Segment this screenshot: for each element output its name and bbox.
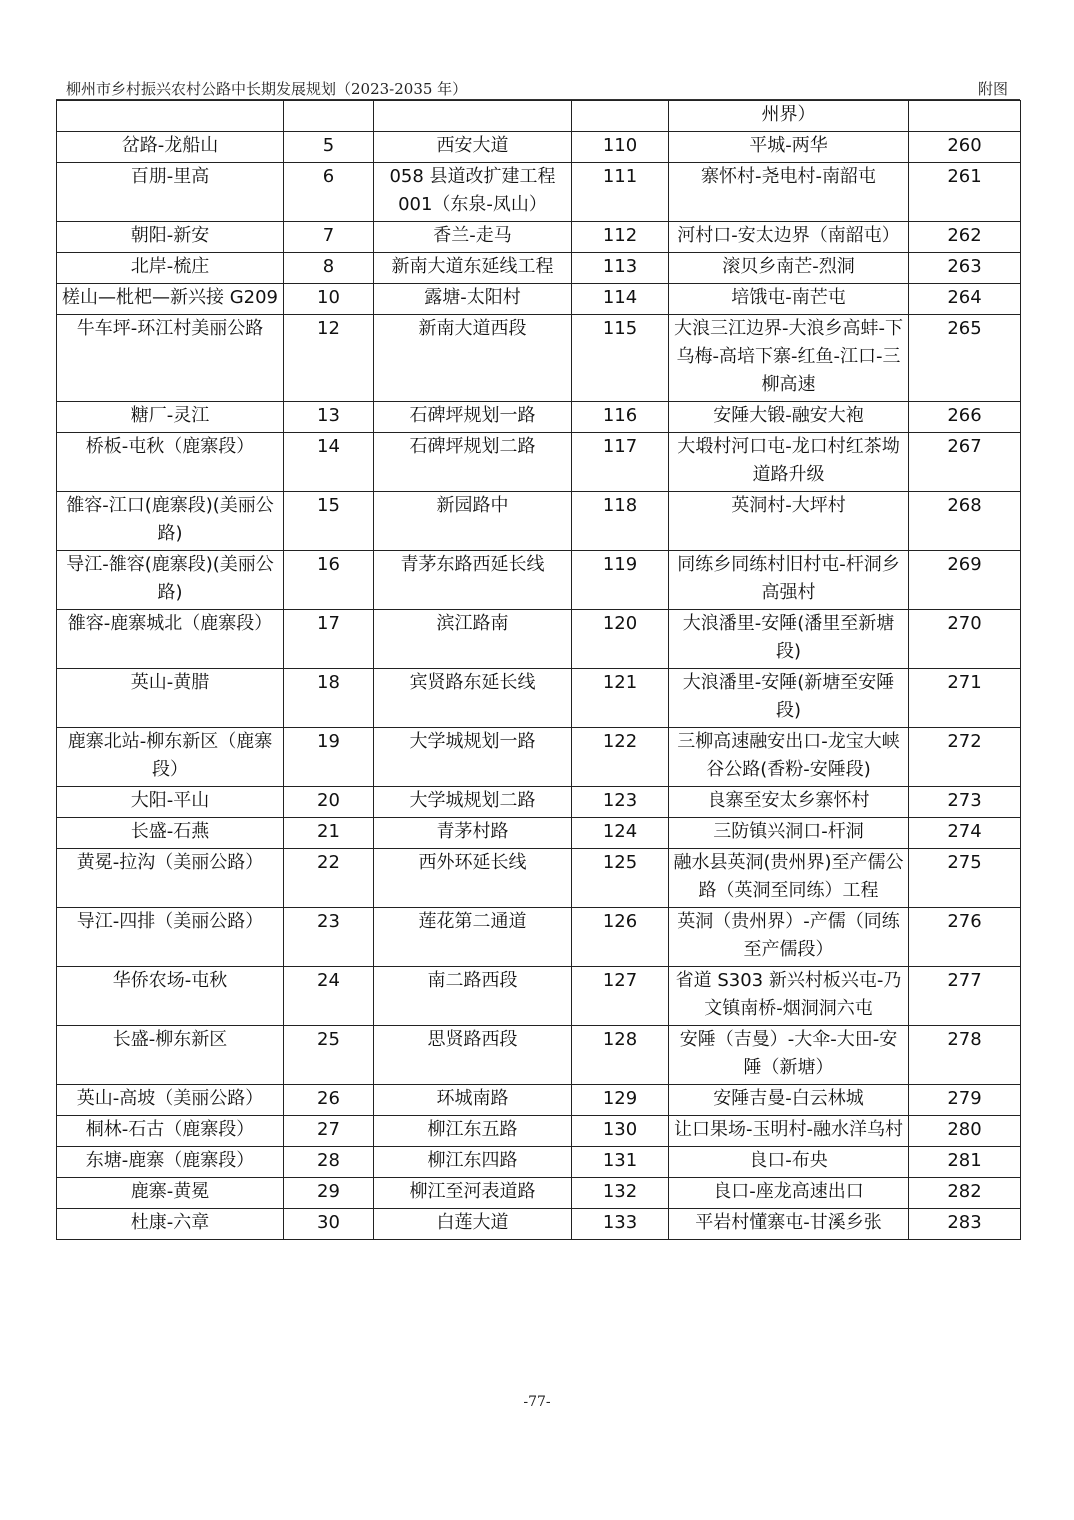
cell-number-c: 267 <box>909 433 1021 492</box>
cell-road-name-a: 鹿寨-黄冕 <box>57 1178 284 1209</box>
cell-road-name-a: 桐林-石古（鹿寨段） <box>57 1116 284 1147</box>
cell-road-name-a: 导江-雒容(鹿寨段)(美丽公路) <box>57 551 284 610</box>
cell-road-name-a: 百朋-里高 <box>57 163 284 222</box>
cell-number-a: 7 <box>284 222 374 253</box>
cell-road-name-c: 河村口-安太边界（南韶屯） <box>669 222 909 253</box>
cell-road-name-b: 思贤路西段 <box>374 1026 572 1085</box>
cell-road-name-c: 培饿屯-南芒屯 <box>669 284 909 315</box>
cell-road-name-c: 安陲大锻-融安大袍 <box>669 402 909 433</box>
cell-road-name-a: 导江-四排（美丽公路） <box>57 908 284 967</box>
cell-number-a <box>284 101 374 132</box>
cell-number-b: 122 <box>572 728 669 787</box>
cell-number-a: 12 <box>284 315 374 402</box>
cell-road-name-c: 大塅村河口屯-龙口村红茶坳道路升级 <box>669 433 909 492</box>
cell-road-name-b: 莲花第二通道 <box>374 908 572 967</box>
cell-number-b: 110 <box>572 132 669 163</box>
table-row <box>57 492 1021 551</box>
cell-number-c: 275 <box>909 849 1021 908</box>
table-row <box>57 222 1021 253</box>
table-row <box>57 669 1021 728</box>
cell-number-b: 118 <box>572 492 669 551</box>
cell-number-a: 6 <box>284 163 374 222</box>
cell-road-name-c: 三柳高速融安出口-龙宝大峡谷公路(香粉-安陲段) <box>669 728 909 787</box>
cell-number-b: 127 <box>572 967 669 1026</box>
cell-number-a: 25 <box>284 1026 374 1085</box>
table-row <box>57 908 1021 967</box>
cell-number-a: 22 <box>284 849 374 908</box>
cell-number-c: 260 <box>909 132 1021 163</box>
table-row <box>57 1026 1021 1085</box>
table-row <box>57 551 1021 610</box>
table-row <box>57 101 1021 132</box>
cell-road-name-b: 香兰-走马 <box>374 222 572 253</box>
cell-number-a: 23 <box>284 908 374 967</box>
cell-number-a: 15 <box>284 492 374 551</box>
cell-number-a: 5 <box>284 132 374 163</box>
cell-number-a: 14 <box>284 433 374 492</box>
cell-road-name-a: 桥板-屯秋（鹿寨段） <box>57 433 284 492</box>
table-row <box>57 284 1021 315</box>
cell-road-name-a: 雒容-鹿寨城北（鹿寨段） <box>57 610 284 669</box>
cell-number-b: 121 <box>572 669 669 728</box>
cell-number-b: 119 <box>572 551 669 610</box>
cell-road-name-b <box>374 101 572 132</box>
cell-road-name-c: 安陲（吉曼）-大伞-大田-安陲（新塘） <box>669 1026 909 1085</box>
table-row <box>57 818 1021 849</box>
cell-road-name-b: 白莲大道 <box>374 1209 572 1240</box>
cell-number-c: 270 <box>909 610 1021 669</box>
cell-road-name-a: 朝阳-新安 <box>57 222 284 253</box>
cell-road-name-a: 长盛-柳东新区 <box>57 1026 284 1085</box>
cell-number-b: 116 <box>572 402 669 433</box>
cell-road-name-a: 东塘-鹿寨（鹿寨段） <box>57 1147 284 1178</box>
table-row <box>57 1085 1021 1116</box>
cell-road-name-b: 露塘-太阳村 <box>374 284 572 315</box>
cell-road-name-a: 英山-黄腊 <box>57 669 284 728</box>
table-row <box>57 315 1021 402</box>
cell-number-a: 26 <box>284 1085 374 1116</box>
table-row <box>57 253 1021 284</box>
cell-number-c: 262 <box>909 222 1021 253</box>
cell-number-a: 16 <box>284 551 374 610</box>
table-row <box>57 1116 1021 1147</box>
cell-road-name-a: 大阳-平山 <box>57 787 284 818</box>
cell-number-b: 113 <box>572 253 669 284</box>
cell-number-c: 269 <box>909 551 1021 610</box>
cell-road-name-b: 环城南路 <box>374 1085 572 1116</box>
cell-road-name-c: 良寨至安太乡寨怀村 <box>669 787 909 818</box>
cell-road-name-a: 杜康-六章 <box>57 1209 284 1240</box>
cell-road-name-b: 西外环延长线 <box>374 849 572 908</box>
cell-road-name-c: 三防镇兴洞口-杆洞 <box>669 818 909 849</box>
cell-number-a: 21 <box>284 818 374 849</box>
cell-number-a: 20 <box>284 787 374 818</box>
cell-number-b: 128 <box>572 1026 669 1085</box>
cell-road-name-c: 平城-两华 <box>669 132 909 163</box>
cell-road-name-c: 同练乡同练村旧村屯-杆洞乡高强村 <box>669 551 909 610</box>
cell-number-c: 277 <box>909 967 1021 1026</box>
cell-road-name-b: 柳江东五路 <box>374 1116 572 1147</box>
cell-number-c: 278 <box>909 1026 1021 1085</box>
cell-number-a: 18 <box>284 669 374 728</box>
cell-road-name-b: 西安大道 <box>374 132 572 163</box>
cell-road-name-c: 寨怀村-尧电村-南韶屯 <box>669 163 909 222</box>
cell-number-b: 129 <box>572 1085 669 1116</box>
cell-number-c: 264 <box>909 284 1021 315</box>
document-header-appendix: 附图 <box>977 80 1008 98</box>
cell-road-name-b: 058 县道改扩建工程 001（东泉-凤山） <box>374 163 572 222</box>
cell-road-name-b: 南二路西段 <box>374 967 572 1026</box>
cell-road-name-b: 柳江至河表道路 <box>374 1178 572 1209</box>
cell-number-c: 280 <box>909 1116 1021 1147</box>
cell-road-name-b: 宾贤路东延长线 <box>374 669 572 728</box>
cell-road-name-c: 省道 S303 新兴村板兴屯-乃文镇南桥-烟洞洞六屯 <box>669 967 909 1026</box>
cell-road-name-b: 青茅东路西延长线 <box>374 551 572 610</box>
cell-number-a: 27 <box>284 1116 374 1147</box>
cell-number-b: 132 <box>572 1178 669 1209</box>
cell-number-b: 111 <box>572 163 669 222</box>
cell-road-name-b: 石碑坪规划二路 <box>374 433 572 492</box>
cell-road-name-c: 大浪潘里-安陲(新塘至安陲段) <box>669 669 909 728</box>
cell-road-name-c: 良口-座龙高速出口 <box>669 1178 909 1209</box>
cell-road-name-a: 鹿寨北站-柳东新区（鹿寨段） <box>57 728 284 787</box>
cell-road-name-c: 让口果场-玉明村-融水洋乌村 <box>669 1116 909 1147</box>
cell-number-b: 131 <box>572 1147 669 1178</box>
cell-road-name-a: 长盛-石燕 <box>57 818 284 849</box>
cell-road-name-b: 新南大道东延线工程 <box>374 253 572 284</box>
cell-number-b: 123 <box>572 787 669 818</box>
cell-road-name-a <box>57 101 284 132</box>
cell-number-c: 279 <box>909 1085 1021 1116</box>
cell-road-name-c: 英洞（贵州界）-产儒（同练至产儒段） <box>669 908 909 967</box>
cell-number-a: 17 <box>284 610 374 669</box>
cell-number-c: 273 <box>909 787 1021 818</box>
page-number: -77- <box>523 1394 551 1410</box>
cell-road-name-a: 英山-高坡（美丽公路） <box>57 1085 284 1116</box>
cell-number-b: 112 <box>572 222 669 253</box>
cell-number-a: 28 <box>284 1147 374 1178</box>
cell-number-a: 19 <box>284 728 374 787</box>
cell-number-a: 29 <box>284 1178 374 1209</box>
cell-number-a: 8 <box>284 253 374 284</box>
cell-number-b: 133 <box>572 1209 669 1240</box>
cell-road-name-a: 北岸-梳庄 <box>57 253 284 284</box>
cell-number-c: 271 <box>909 669 1021 728</box>
cell-number-c: 283 <box>909 1209 1021 1240</box>
cell-road-name-c: 滚贝乡南芒-烈洞 <box>669 253 909 284</box>
table-row <box>57 787 1021 818</box>
cell-road-name-a: 牛车坪-环江村美丽公路 <box>57 315 284 402</box>
cell-road-name-a: 华侨农场-屯秋 <box>57 967 284 1026</box>
table-row <box>57 433 1021 492</box>
cell-number-b: 130 <box>572 1116 669 1147</box>
table-row <box>57 132 1021 163</box>
cell-road-name-b: 大学城规划二路 <box>374 787 572 818</box>
table-row <box>57 1147 1021 1178</box>
cell-number-c: 276 <box>909 908 1021 967</box>
cell-number-c <box>909 101 1021 132</box>
cell-number-b: 126 <box>572 908 669 967</box>
cell-road-name-a: 黄冕-拉沟（美丽公路） <box>57 849 284 908</box>
cell-number-a: 30 <box>284 1209 374 1240</box>
cell-number-c: 274 <box>909 818 1021 849</box>
cell-road-name-c: 大浪潘里-安陲(潘里至新塘段) <box>669 610 909 669</box>
document-header-title: 柳州市乡村振兴农村公路中长期发展规划（2023-2035 年） <box>66 80 468 98</box>
cell-road-name-c: 良口-布央 <box>669 1147 909 1178</box>
cell-road-name-b: 青茅村路 <box>374 818 572 849</box>
table-row <box>57 1178 1021 1209</box>
cell-road-name-a: 槎山—枇杷—新兴接 G209 <box>57 284 284 315</box>
cell-road-name-b: 新园路中 <box>374 492 572 551</box>
cell-number-c: 281 <box>909 1147 1021 1178</box>
cell-number-c: 268 <box>909 492 1021 551</box>
table-row <box>57 967 1021 1026</box>
cell-number-b: 124 <box>572 818 669 849</box>
cell-road-name-c: 英洞村-大坪村 <box>669 492 909 551</box>
table-row <box>57 163 1021 222</box>
table-row <box>57 1209 1021 1240</box>
cell-number-b: 115 <box>572 315 669 402</box>
cell-number-c: 282 <box>909 1178 1021 1209</box>
cell-road-name-b: 柳江东四路 <box>374 1147 572 1178</box>
cell-road-name-a: 雒容-江口(鹿寨段)(美丽公路) <box>57 492 284 551</box>
cell-number-a: 10 <box>284 284 374 315</box>
cell-road-name-b: 新南大道西段 <box>374 315 572 402</box>
cell-road-name-b: 石碑坪规划一路 <box>374 402 572 433</box>
table-body <box>57 101 1021 1240</box>
cell-road-name-a: 岔路-龙船山 <box>57 132 284 163</box>
cell-road-name-a: 糖厂-灵江 <box>57 402 284 433</box>
table-row <box>57 728 1021 787</box>
cell-road-name-c: 州界） <box>669 101 909 132</box>
cell-road-name-b: 大学城规划一路 <box>374 728 572 787</box>
road-project-table <box>56 100 1021 1240</box>
cell-number-c: 266 <box>909 402 1021 433</box>
cell-number-b: 120 <box>572 610 669 669</box>
cell-number-b <box>572 101 669 132</box>
cell-number-c: 263 <box>909 253 1021 284</box>
cell-number-c: 272 <box>909 728 1021 787</box>
cell-number-a: 13 <box>284 402 374 433</box>
cell-number-b: 125 <box>572 849 669 908</box>
cell-number-c: 261 <box>909 163 1021 222</box>
cell-number-a: 24 <box>284 967 374 1026</box>
cell-road-name-c: 大浪三江边界-大浪乡高蚌-下乌梅-高培下寨-红鱼-江口-三柳高速 <box>669 315 909 402</box>
cell-road-name-b: 滨江路南 <box>374 610 572 669</box>
cell-number-b: 117 <box>572 433 669 492</box>
table-row <box>57 610 1021 669</box>
cell-number-b: 114 <box>572 284 669 315</box>
cell-number-c: 265 <box>909 315 1021 402</box>
cell-road-name-c: 融水县英洞(贵州界)至产儒公路（英洞至同练）工程 <box>669 849 909 908</box>
cell-road-name-c: 平岩村懂寨屯-甘溪乡张 <box>669 1209 909 1240</box>
table-row <box>57 849 1021 908</box>
cell-road-name-c: 安陲吉曼-白云林城 <box>669 1085 909 1116</box>
table-row <box>57 402 1021 433</box>
